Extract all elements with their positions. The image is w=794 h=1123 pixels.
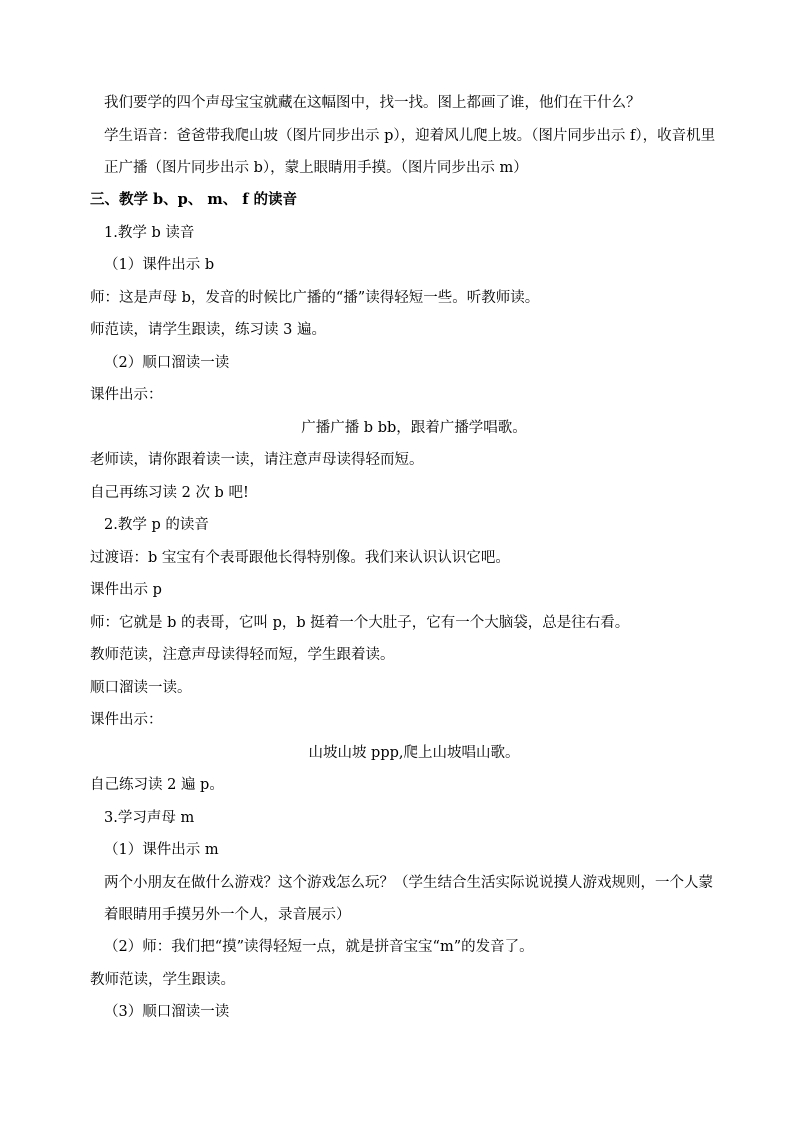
- step-show-b: （1）课件出示 b: [104, 257, 215, 273]
- section-heading-3: 三、教学 b、p、 m、 f 的读音: [90, 191, 298, 208]
- rhyme-b: 广播广播 b bb，跟着广播学唱歌。: [301, 419, 527, 436]
- paragraph-transition: 过渡语：b 宝宝有个表哥跟他长得特别像。我们来认识认识它吧。: [90, 549, 510, 566]
- paragraph-intro-question: 我们要学的四个声母宝宝就藏在这幅图中，找一找。图上都画了谁，他们在干什么？: [104, 95, 641, 111]
- step-rhyme-m: （3）顺口溜读一读: [104, 1004, 230, 1020]
- subheading-teach-b: 1.教学 b 读音: [104, 224, 195, 241]
- paragraph-teacher-read-b: 老师读，请你跟着读一读，请注意声母读得轻而短。: [90, 452, 424, 468]
- paragraph-courseware-show-1: 课件出示：: [90, 387, 163, 403]
- paragraph-model-read-p: 教师范读，注意声母读得轻而短，学生跟着读。: [90, 647, 395, 663]
- paragraph-game-question: 两个小朋友在做什么游戏？这个游戏怎么玩？（学生结合生活实际说说摸人游戏规则，一个人蒙着眼睛用手摸另外一个人，录音展示）: [104, 874, 713, 923]
- paragraph-model-read-m: 教师范读，学生跟读。: [90, 971, 235, 988]
- subheading-teach-m: 3.学习声母 m: [104, 809, 195, 826]
- paragraph-courseware-show-2: 课件出示：: [90, 712, 163, 728]
- paragraph-model-read-b: 师范读，请学生跟读，练习读 3 遍。: [90, 322, 326, 338]
- paragraph-student-audio: 学生语音：爸爸带我爬山坡（图片同步出示 p），迎着风儿爬上坡。（图片同步出示 f），收音机里正广播（图片同步出示 b），蒙上眼睛用手摸。（图片同步出示 m）: [104, 127, 716, 176]
- paragraph-rhyme-p-intro: 顺口溜读一读。: [90, 679, 192, 696]
- rhyme-p: 山坡山坡 ppp,爬上山坡唱山歌。: [308, 744, 520, 761]
- paragraph-teacher-p: 师：它就是 b 的表哥，它叫 p，b 挺着一个大肚子，它有一个大脑袋，总是往右看。: [90, 614, 630, 631]
- step-show-m: （1）课件出示 m: [104, 842, 219, 858]
- paragraph-practice-p: 自己练习读 2 遍 p。: [90, 777, 224, 793]
- paragraph-practice-b: 自己再练习读 2 次 b 吧!: [90, 484, 249, 501]
- step-teacher-m: （2）师：我们把“摸”读得轻短一点，就是拼音宝宝“m”的发音了。: [104, 939, 534, 955]
- subheading-teach-p: 2.教学 p 的读音: [104, 517, 209, 533]
- document-page: [90, 94, 724, 1036]
- paragraph-courseware-p: 课件出示 p: [90, 582, 162, 598]
- step-rhyme-b: （2）顺口溜读一读: [104, 354, 230, 371]
- paragraph-teacher-b: 师：这是声母 b，发音的时候比广播的“播”读得轻短一些。听教师读。: [90, 289, 540, 306]
